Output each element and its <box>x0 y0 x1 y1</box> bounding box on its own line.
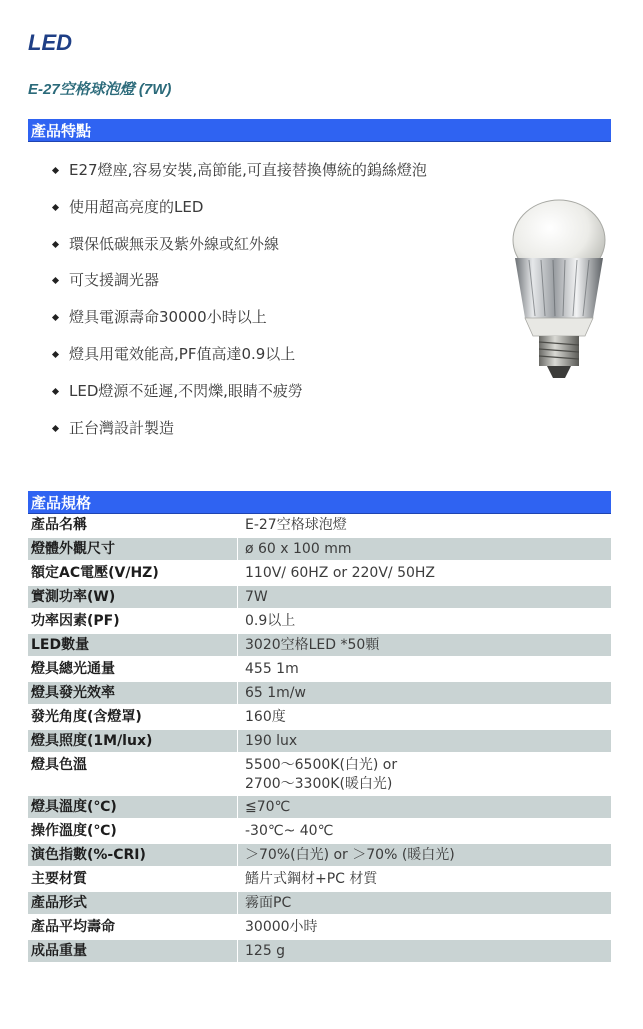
spec-value: 3020空格LED *50顆 <box>238 633 612 657</box>
feature-item: E27燈座,容易安裝,高節能,可直接替換傳統的鎢絲燈泡 <box>52 152 427 189</box>
spec-label: 產品平均壽命 <box>28 915 238 939</box>
spec-label: 演色指數(%-CRI) <box>28 843 238 867</box>
spec-value: 7W <box>238 585 612 609</box>
table-row <box>28 891 611 915</box>
spec-label: 燈具總光通量 <box>28 657 238 681</box>
table-row <box>28 819 611 843</box>
table-row <box>28 915 611 939</box>
table-row <box>28 514 611 537</box>
spec-label: 額定AC電壓(V/HZ) <box>28 561 238 585</box>
spec-label: 產品名稱 <box>28 514 238 537</box>
table-row <box>28 609 611 633</box>
spec-value: 125 g <box>238 939 612 963</box>
table-row <box>28 633 611 657</box>
specs-section-header <box>28 491 611 514</box>
table-row <box>28 705 611 729</box>
spec-value: 0.9以上 <box>238 609 612 633</box>
spec-value: ≦70℃ <box>238 795 612 819</box>
product-subtitle: E-27空格球泡燈 (7W) <box>28 81 172 98</box>
spec-value-line: 2700～3300K(暖白光) <box>245 776 393 792</box>
spec-value: 65 1m/w <box>238 681 612 705</box>
table-row <box>28 729 611 753</box>
page-title: LED <box>28 30 72 55</box>
spec-value: 30000小時 <box>238 915 612 939</box>
features-heading: 產品特點 <box>31 122 92 140</box>
spec-label: 操作溫度(℃) <box>28 819 238 843</box>
spec-value <box>238 753 612 795</box>
table-row <box>28 585 611 609</box>
spec-label: 燈具溫度(℃) <box>28 795 238 819</box>
spec-label: 主要材質 <box>28 867 238 891</box>
led-bulb-image <box>511 196 607 380</box>
table-row <box>28 657 611 681</box>
spec-label: 成品重量 <box>28 939 238 963</box>
table-row <box>28 843 611 867</box>
spec-label: 發光角度(含燈罩) <box>28 705 238 729</box>
spec-label: 燈體外觀尺寸 <box>28 537 238 561</box>
feature-item: LED燈源不延遲,不閃爍,眼睛不疲勞 <box>52 373 427 410</box>
spec-label: 實測功率(W) <box>28 585 238 609</box>
feature-item: 環保低碳無汞及紫外線或紅外線 <box>52 226 427 263</box>
feature-item: 燈具用電效能高,PF值高達0.9以上 <box>52 336 427 373</box>
spec-label: 燈具色溫 <box>28 753 238 795</box>
features-section-header <box>28 119 611 142</box>
spec-value: -30℃~ 40℃ <box>238 819 612 843</box>
spec-value: E-27空格球泡燈 <box>238 514 612 537</box>
table-row <box>28 753 611 795</box>
table-row <box>28 537 611 561</box>
table-row <box>28 939 611 963</box>
spec-value: 110V/ 60HZ or 220V/ 50HZ <box>238 561 612 585</box>
spec-label: 產品形式 <box>28 891 238 915</box>
spec-table <box>28 514 611 964</box>
spec-label: 燈具照度(1M/lux) <box>28 729 238 753</box>
spec-value: 鰭片式鋼材+PC 材質 <box>238 867 612 891</box>
feature-item: 燈具電源壽命30000小時以上 <box>52 299 427 336</box>
spec-value: 霧面PC <box>238 891 612 915</box>
spec-value: 190 lux <box>238 729 612 753</box>
table-row <box>28 795 611 819</box>
specs-heading: 產品規格 <box>31 494 92 512</box>
feature-item: 可支援調光器 <box>52 262 427 299</box>
spec-label: 燈具發光效率 <box>28 681 238 705</box>
spec-value-line: 5500～6500K(白光) or <box>245 757 398 773</box>
spec-value: ＞70%(白光) or ＞70% (暖白光) <box>238 843 612 867</box>
spec-value: 455 1m <box>238 657 612 681</box>
table-row <box>28 561 611 585</box>
feature-item: 正台灣設計製造 <box>52 410 427 447</box>
spec-label: 功率因素(PF) <box>28 609 238 633</box>
spec-label: LED數量 <box>28 633 238 657</box>
spec-value: ø 60 x 100 mm <box>238 537 612 561</box>
spec-value: 160度 <box>238 705 612 729</box>
feature-item: 使用超高亮度的LED <box>52 189 427 226</box>
table-row <box>28 681 611 705</box>
feature-list <box>52 152 427 446</box>
table-row <box>28 867 611 891</box>
